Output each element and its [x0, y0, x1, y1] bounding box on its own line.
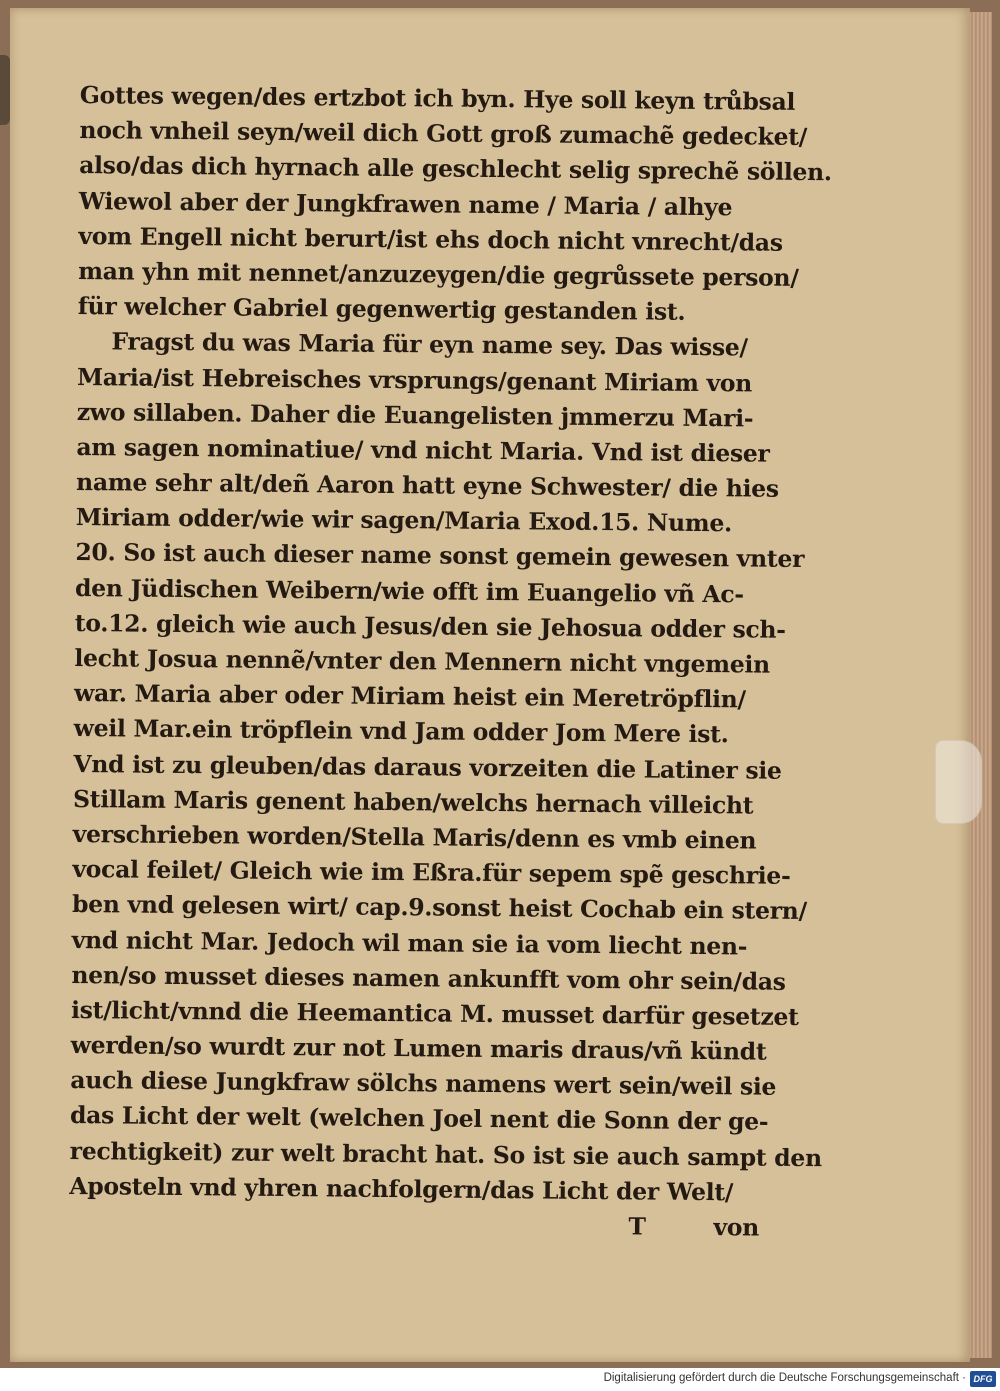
text-line: am sagen nominatiue/ vnd nicht Maria. Vnd ist dieser — [76, 432, 770, 468]
text-line: vom Engell nicht berurt/ist ehs doch nicht vnrecht/das — [78, 221, 783, 257]
text-line: Stillam Maris genent haben/welchs hernach villeicht — [72, 784, 754, 820]
left-clip — [0, 55, 10, 125]
text-line: auch diese Jungkfraw sölchs namens wert sein/weil sie — [70, 1066, 777, 1101]
catchword: von — [713, 1213, 760, 1242]
footer-bar — [0, 1368, 1000, 1391]
text-line: 20. So ist auch dieser name sonst gemein gewesen vnter — [75, 538, 805, 574]
text-line: weil Mar.ein tröpflein vnd Jam odder Jom Mere ist. — [73, 714, 729, 749]
text-line: ben vnd gelesen wirt/ cap.9.sonst heist Cochab ein stern/ — [71, 890, 807, 926]
dfg-logo: DFG — [970, 1371, 996, 1387]
text-line: Wiewol aber der Jungkfrawen name / Maria / alhye — [78, 186, 733, 221]
text-line: Fragst du was Maria für eyn name sey. Das wisse/ — [111, 327, 748, 362]
text-line: Gottes wegen/des ertzbot ich byn. Hye soll keyn trůbsal — [79, 80, 796, 116]
funding-credit: Digitalisierung gefördert durch die Deutsche Forschungsgemeinschaft · — [603, 1372, 966, 1384]
page-clip-tab — [935, 740, 982, 824]
text-line: das Licht der welt (welchen Joel nent die Sonn der ge- — [69, 1101, 769, 1137]
text-line: Miriam odder/wie wir sagen/Maria Exod.15. Nume. — [75, 503, 733, 538]
text-line: zwo sillaben. Daher die Euangelisten jmmerzu Mari- — [76, 397, 754, 433]
text-line: rechtigkeit) zur welt bracht hat. So ist sie auch sampt den — [69, 1136, 822, 1172]
text-line: ist/licht/vnnd die Heemantica M. musset darfür gesetzet — [70, 995, 799, 1031]
text-line: nen/so musset dieses namen ankunfft vom ohr sein/das — [71, 960, 786, 996]
text-line: noch vnheil seyn/weil dich Gott groß zumachẽ gedecket/ — [79, 116, 808, 152]
text-line: Vnd ist zu gleuben/das daraus vorzeiten die Latiner sie — [73, 749, 782, 785]
text-line: lecht Josua nennẽ/vnter den Mennern nicht vngemein — [74, 643, 771, 679]
text-line: Maria/ist Hebreisches vrsprungs/genant Miriam von — [77, 362, 753, 397]
page-text — [69, 78, 832, 1246]
text-line: name sehr alt/deñ Aaron hatt eyne Schwester/ die hies — [75, 468, 779, 503]
text-line: für welcher Gabriel gegenwertig gestanden ist. — [77, 292, 686, 326]
signature-catchword-line — [69, 1204, 789, 1246]
page-edges — [970, 12, 992, 1358]
text-line: Aposteln vnd yhren nachfolgern/das Licht der Welt/ — [69, 1171, 734, 1207]
text-line: war. Maria aber oder Miriam heist ein Meretröpflin/ — [73, 679, 746, 714]
signature-mark: T — [628, 1212, 646, 1241]
text-line: den Jüdischen Weibern/wie offt im Euangelio vñ Ac- — [74, 573, 744, 609]
text-line: vocal feilet/ Gleich wie im Eßra.für sepem spẽ geschrie- — [72, 855, 791, 890]
text-line: also/das dich hyrnach alle geschlecht selig sprechẽ söllen. — [79, 151, 832, 187]
text-line: man yhn mit nennet/anzuzeygen/die gegrůssete person/ — [78, 256, 799, 292]
text-line: vnd nicht Mar. Jedoch wil man sie ia vom liecht nen- — [71, 925, 748, 960]
text-line: verschrieben worden/Stella Maris/denn es vmb einen — [72, 819, 757, 855]
text-line: to.12. gleich wie auch Jesus/den sie Jehosua odder sch- — [74, 608, 786, 644]
text-line: werden/so wurdt zur not Lumen maris draus/vñ kündt — [70, 1031, 767, 1066]
